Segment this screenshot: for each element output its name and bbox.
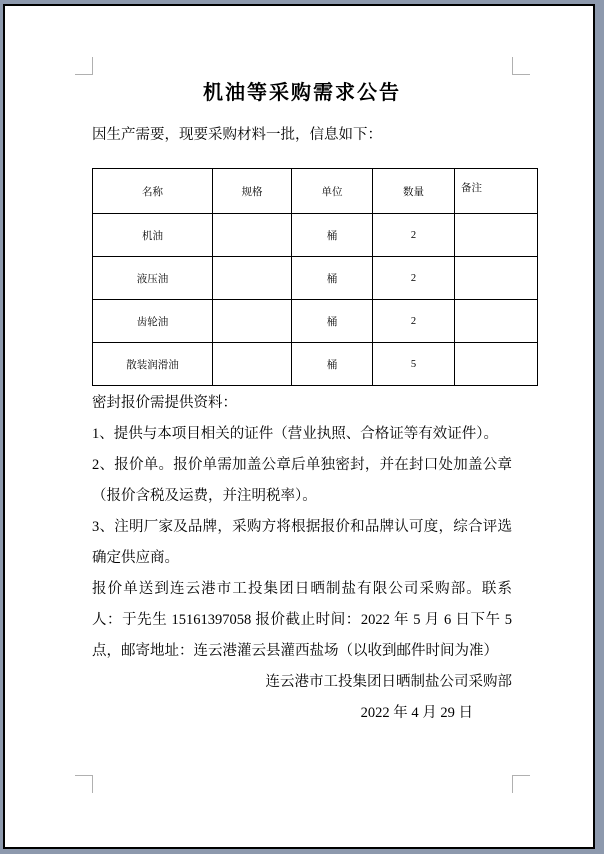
paragraph-item-3: 3、注明厂家及品牌，采购方将根据报价和品牌认可度，综合评选确定供应商。 (92, 519, 512, 566)
column-header-qty: 数量 (373, 169, 455, 214)
margin-mark-bottom-right-icon (512, 775, 530, 793)
cell-spec (213, 257, 292, 300)
table-row (93, 257, 538, 300)
cell-remark (455, 257, 538, 300)
paragraph-item-1: 1、提供与本项目相关的证件（营业执照、合格证等有效证件）。 (92, 426, 498, 442)
cell-qty: 2 (373, 257, 455, 300)
cell-name: 散装润滑油 (93, 343, 213, 386)
document-page (3, 4, 595, 849)
cell-qty: 2 (373, 300, 455, 343)
column-header-name: 名称 (93, 169, 213, 214)
margin-mark-top-left-icon (75, 57, 93, 75)
cell-spec (213, 214, 292, 257)
column-header-spec: 规格 (213, 169, 292, 214)
column-header-remark: 备注 (455, 169, 538, 214)
intro-line: 因生产需要，现要采购材料一批，信息如下： (92, 127, 382, 143)
cell-spec (213, 343, 292, 386)
table-row (93, 343, 538, 386)
cell-spec (213, 300, 292, 343)
cell-name: 齿轮油 (93, 300, 213, 343)
table-row (93, 300, 538, 343)
body-text-block (92, 388, 512, 729)
table-header-row (93, 169, 538, 214)
cell-unit: 桶 (292, 214, 373, 257)
cell-qty: 2 (373, 214, 455, 257)
margin-mark-top-right-icon (512, 57, 530, 75)
cell-unit: 桶 (292, 257, 373, 300)
paragraph-item-2: 2、报价单。报价单需加盖公章后单独密封，并在封口处加盖公章（报价含税及运费，并注明税率）。 (92, 457, 512, 504)
cell-unit: 桶 (292, 300, 373, 343)
paragraph-contact-info: 报价单送到连云港市工投集团日晒制盐有限公司采购部。联系人：于先生 15161397058 报价截止时间：2022 年 5 月 6 日下午 5 点，邮寄地址：连云港灌云县灌西盐场（以收到邮件时间为准） (92, 581, 512, 659)
cell-name: 机油 (93, 214, 213, 257)
cell-qty: 5 (373, 343, 455, 386)
column-header-unit: 单位 (292, 169, 373, 214)
signature-company: 连云港市工投集团日晒制盐公司采购部 (265, 674, 512, 690)
cell-remark (455, 214, 538, 257)
cell-remark (455, 300, 538, 343)
cell-unit: 桶 (292, 343, 373, 386)
signature-date: 2022 年 4 月 29 日 (360, 705, 473, 721)
table-row (93, 214, 538, 257)
cell-name: 液压油 (93, 257, 213, 300)
paragraph-requirements-heading: 密封报价需提供资料： (92, 395, 237, 411)
cell-remark (455, 343, 538, 386)
margin-mark-bottom-left-icon (75, 775, 93, 793)
document-title: 机油等采购需求公告 (203, 82, 401, 104)
procurement-items-table (92, 168, 538, 386)
page-content-area (5, 6, 593, 847)
